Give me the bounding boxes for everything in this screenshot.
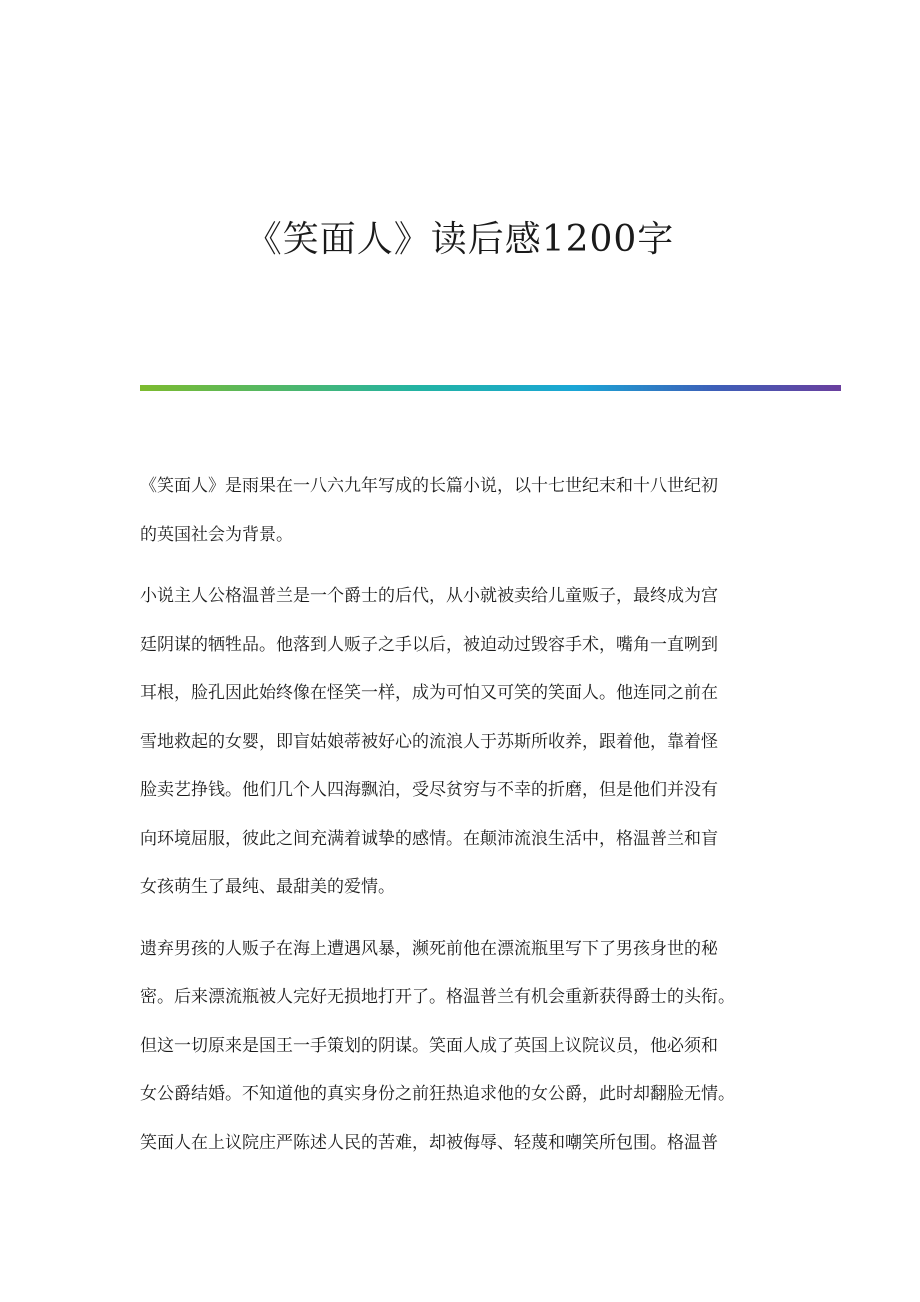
- title-divider: [140, 385, 841, 391]
- text-line: 廷阴谋的牺牲品。他落到人贩子之手以后，被迫动过毁容手术，嘴角一直咧到: [140, 634, 718, 655]
- text-line: 《笑面人》是雨果在一八六九年写成的长篇小说，以十七世纪末和十八世纪初: [140, 476, 718, 496]
- text-line: 密。后来漂流瓶被人完好无损地打开了。格温普兰有机会重新获得爵士的头衔。: [140, 987, 735, 1007]
- text-line: 向环境屈服，彼此之间充满着诚挚的感情。在颠沛流浪生活中，格温普兰和盲: [140, 828, 718, 849]
- paragraph-1: [140, 462, 790, 559]
- paragraph-2: [140, 572, 790, 912]
- text-line: 耳根，脸孔因此始终像在怪笑一样，成为可怕又可笑的笑面人。他连同之前在: [140, 683, 718, 703]
- text-line: 但这一切原来是国王一手策划的阴谋。笑面人成了英国上议院议员，他必须和: [140, 1035, 718, 1056]
- paragraph-3: [140, 925, 790, 1168]
- text-line: 脸卖艺挣钱。他们几个人四海飘泊，受尽贫穷与不幸的折磨，但是他们并没有: [140, 780, 718, 800]
- document-body: [140, 462, 790, 1167]
- text-line: 女孩萌生了最纯、最甜美的爱情。: [140, 877, 395, 897]
- text-line: 的英国社会为背景。: [140, 524, 293, 545]
- text-line: 女公爵结婚。不知道他的真实身份之前狂热追求他的女公爵，此时却翻脸无情。: [140, 1084, 735, 1104]
- document-title: 《笑面人》读后感1200字: [245, 219, 675, 260]
- text-line: 笑面人在上议院庄严陈述人民的苦难，却被侮辱、轻蔑和嘲笑所包围。格温普: [140, 1132, 718, 1153]
- text-line: 遗弃男孩的人贩子在海上遭遇风暴，濒死前他在漂流瓶里写下了男孩身世的秘: [140, 938, 718, 959]
- text-line: 小说主人公格温普兰是一个爵士的后代，从小就被卖给儿童贩子，最终成为宫: [140, 586, 718, 606]
- text-line: 雪地救起的女婴，即盲姑娘蒂被好心的流浪人于苏斯所收养，跟着他，靠着怪: [140, 731, 718, 752]
